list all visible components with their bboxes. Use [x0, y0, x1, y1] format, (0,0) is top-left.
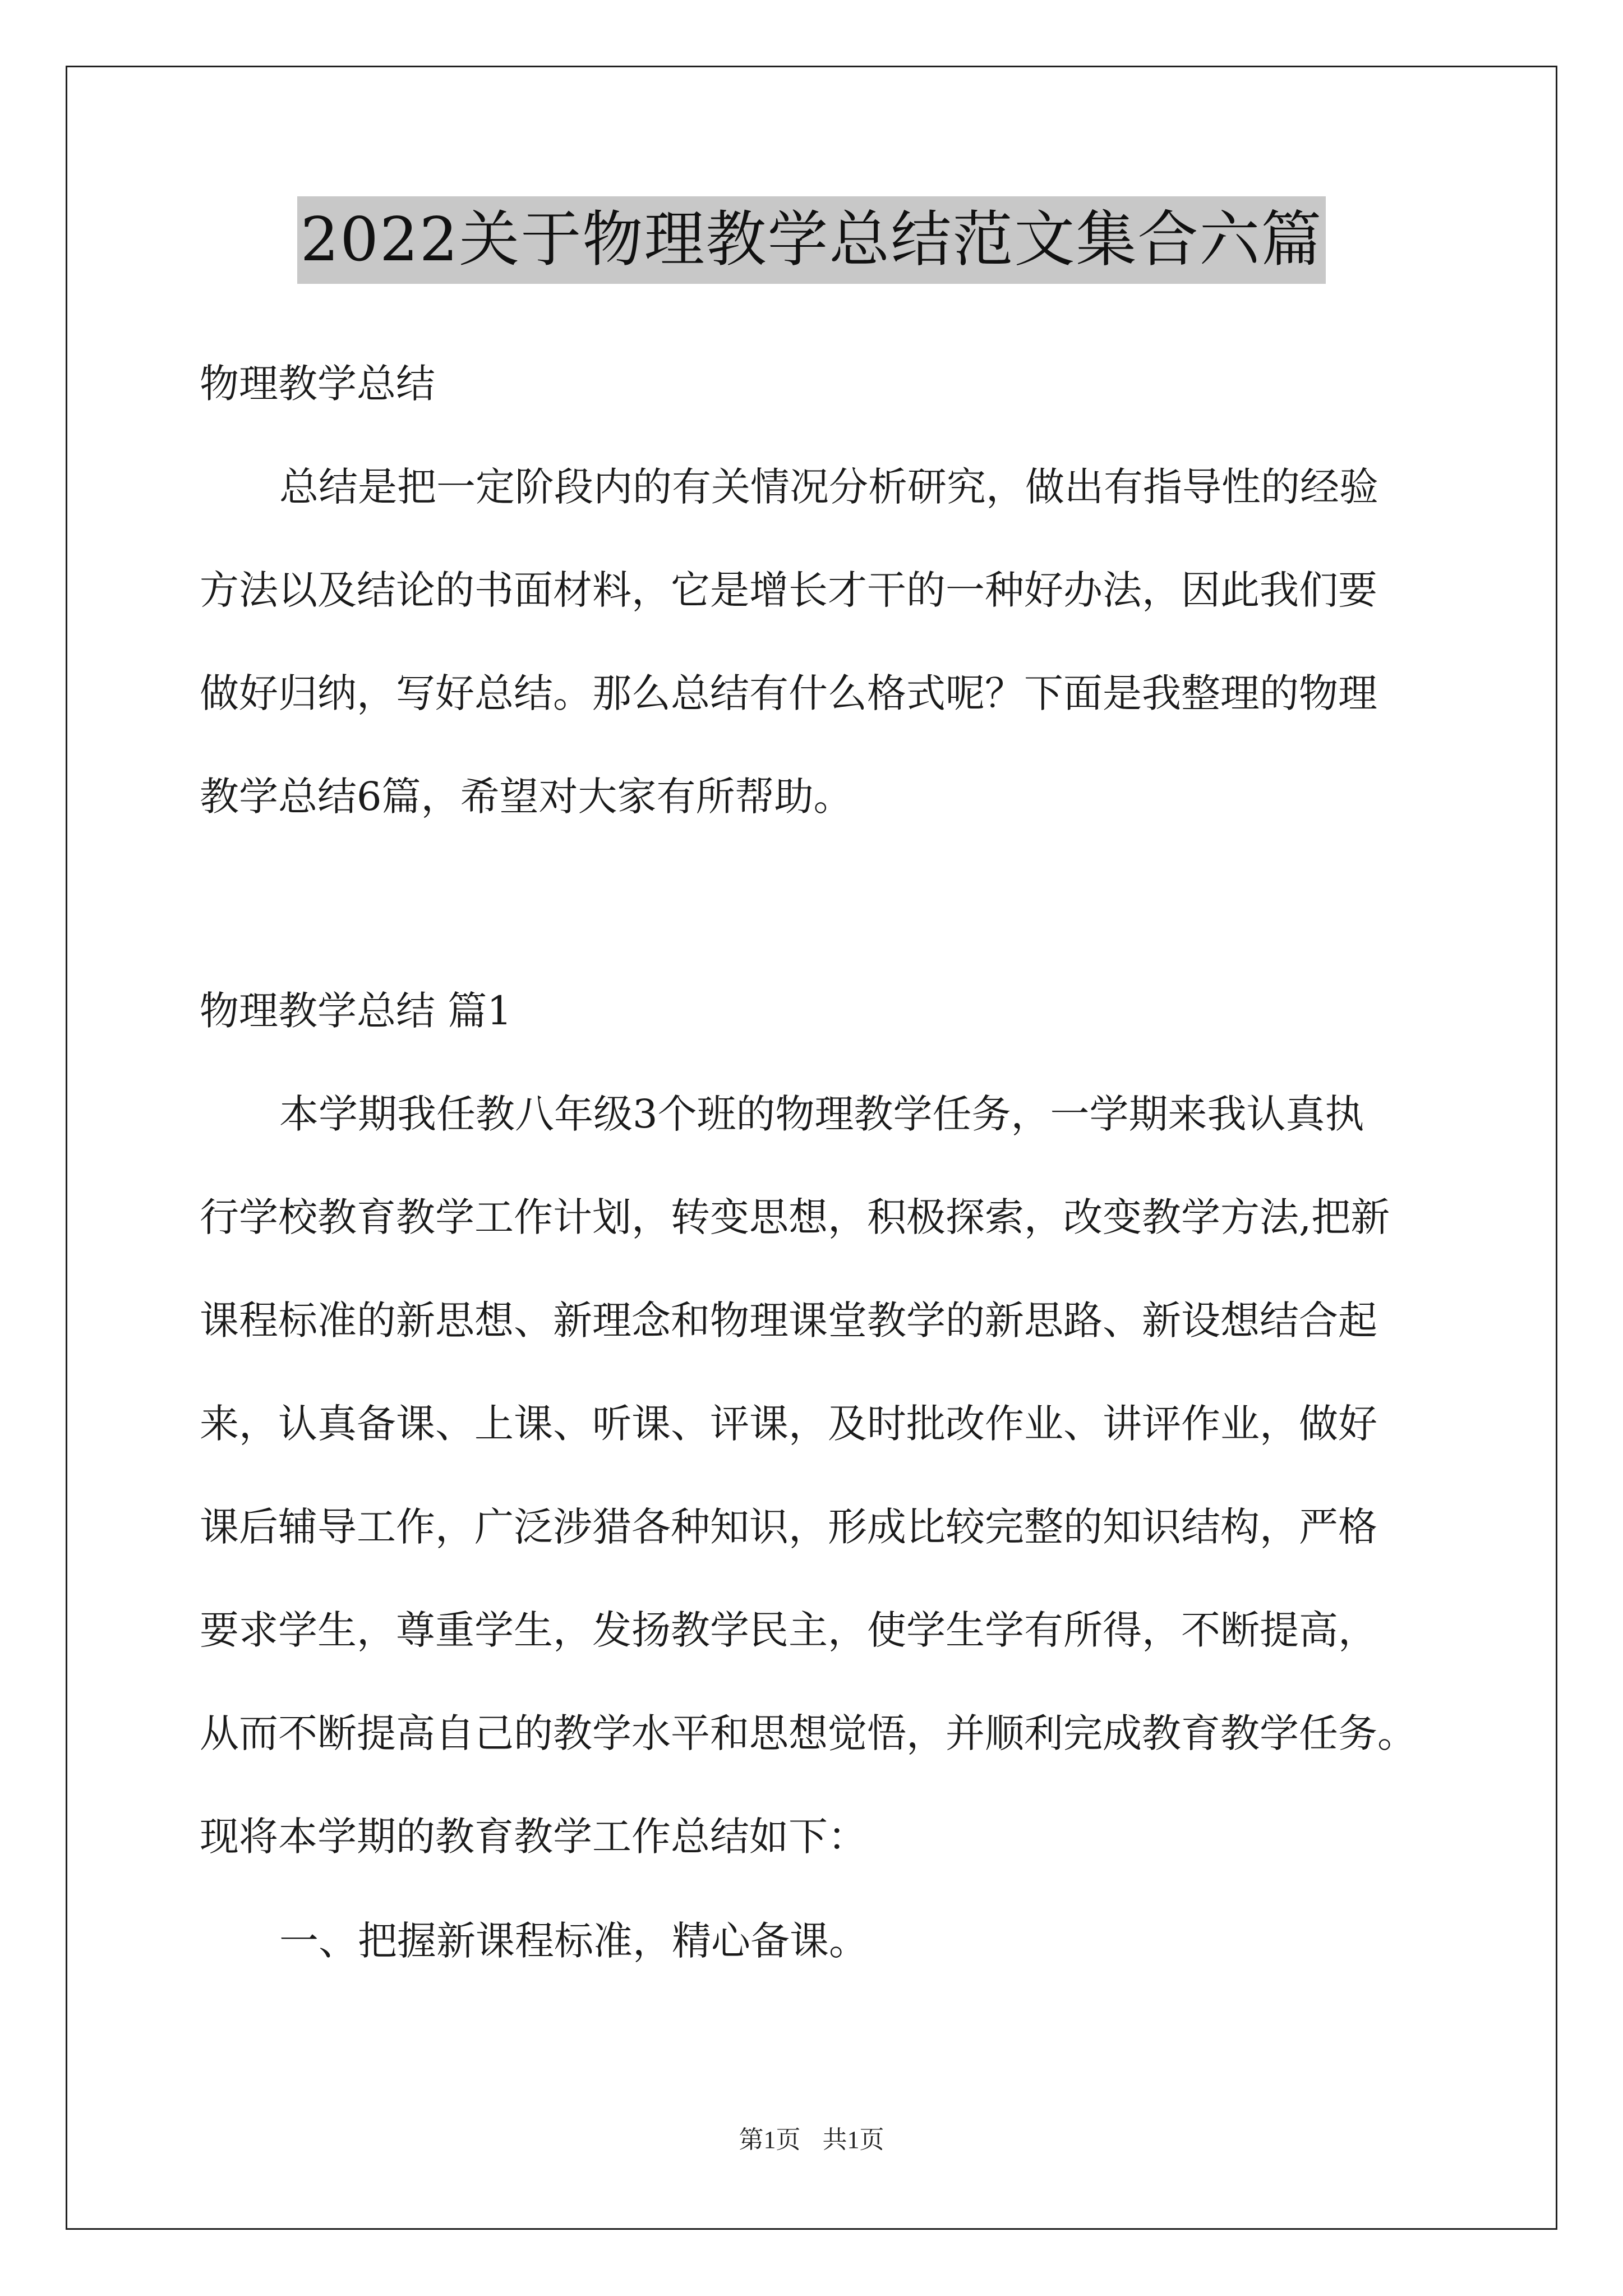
body-line: 要求学生，尊重学生，发扬教学民主，使学生学有所得，不断提高， — [200, 1607, 1377, 1653]
intro-line: 方法以及结论的书面材料，它是增长才干的一种好办法，因此我们要 — [200, 567, 1377, 613]
intro-line: 做好归纳，写好总结。那么总结有什么格式呢？下面是我整理的物理 — [200, 670, 1377, 716]
page-number: 第1页 — [739, 2126, 801, 2154]
body-line: 行学校教育教学工作计划，转变思想，积极探索，改变教学方法,把新 — [200, 1194, 1390, 1240]
page-footer — [0, 2123, 1623, 2157]
intro-line: 总结是把一定阶段内的有关情况分析研究，做出有指导性的经验 — [279, 464, 1378, 510]
section-heading: 物理教学总结 — [200, 361, 435, 407]
part-heading: 物理教学总结 篇1 — [200, 988, 512, 1034]
item-heading: 一、把握新课程标准，精心备课。 — [279, 1918, 868, 1964]
page-total: 共1页 — [822, 2126, 884, 2154]
document-title: 2022关于物理教学总结范文集合六篇 — [297, 196, 1326, 284]
body-line: 来，认真备课、上课、听课、评课，及时批改作业、讲评作业，做好 — [200, 1401, 1377, 1447]
body-line: 现将本学期的教育教学工作总结如下： — [200, 1814, 867, 1860]
body-line: 课后辅导工作，广泛涉猎各种知识，形成比较完整的知识结构，严格 — [200, 1504, 1377, 1550]
body-line: 课程标准的新思想、新理念和物理课堂教学的新思路、新设想结合起 — [200, 1297, 1377, 1343]
title-container — [0, 196, 1623, 284]
body-line: 本学期我任教八年级3个班的物理教学任务，一学期来我认真执 — [279, 1091, 1364, 1137]
body-line: 从而不断提高自己的教学水平和思想觉悟，并顺利完成教育教学任务。 — [200, 1710, 1417, 1756]
intro-line: 教学总结6篇，希望对大家有所帮助。 — [200, 774, 853, 820]
